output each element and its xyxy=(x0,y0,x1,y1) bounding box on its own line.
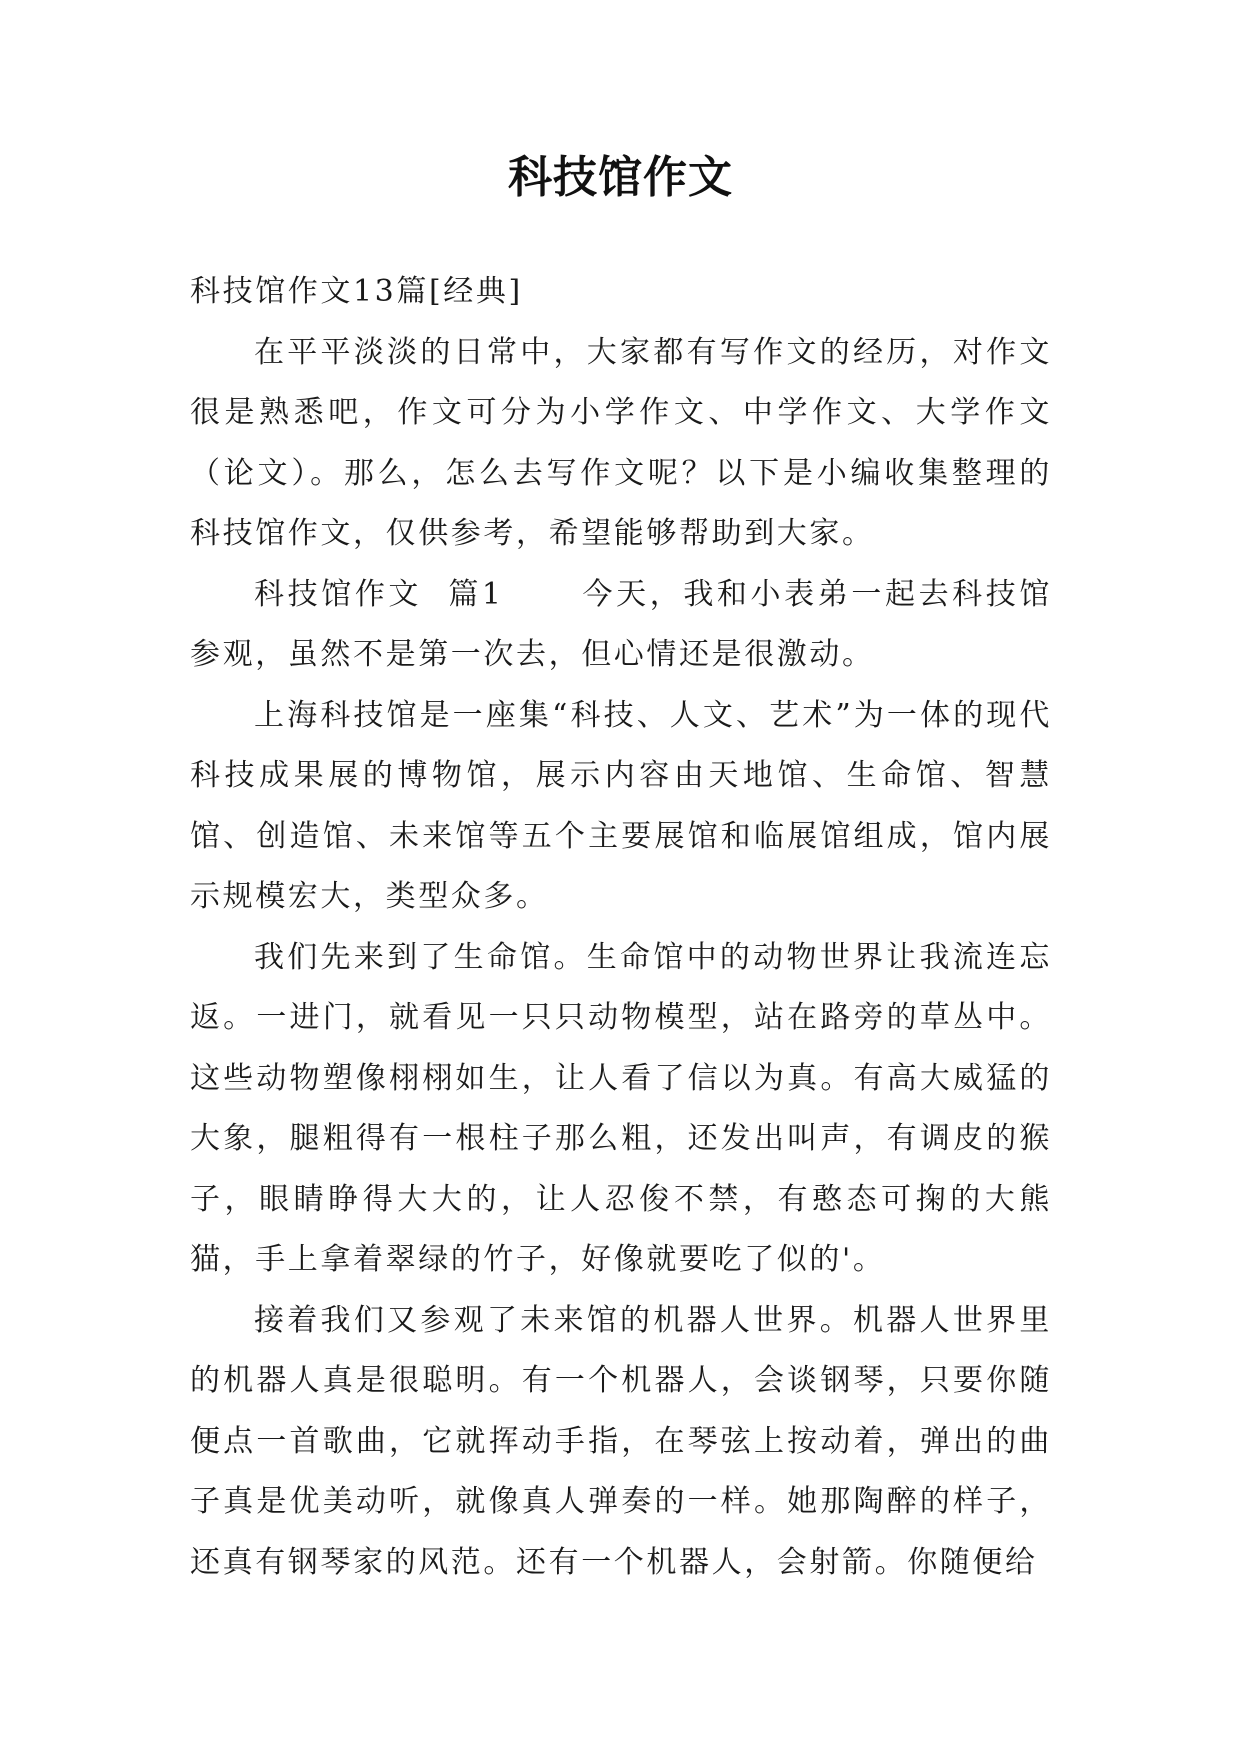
paragraph: 在平平淡淡的日常中，大家都有写作文的经历，对作文很是熟悉吧，作文可分为小学作文、中学作文、大学作文（论文）。那么，怎么去写作文呢？以下是小编收集整理的科技馆作文，仅供参考，希望能够帮助到大家。 xyxy=(190,334,1052,551)
paragraph: 上海科技馆是一座集“科技、人文、艺术”为一体的现代科技成果展的博物馆，展示内容由天地馆、生命馆、智慧馆、创造馆、未来馆等五个主要展馆和临展馆组成，馆内展示规模宏大，类型众多。 xyxy=(190,697,1052,914)
document-subtitle: 科技馆作文13篇[经典] xyxy=(190,274,523,309)
document-body xyxy=(190,262,1052,1593)
document-title: 科技馆作文 xyxy=(508,152,733,203)
paragraph: 接着我们又参观了未来馆的机器人世界。机器人世界里的机器人真是很聪明。有一个机器人，会谈钢琴，只要你随便点一首歌曲，它就挥动手指，在琴弦上按动着，弹出的曲子真是优美动听，就像真人弹奏的一样。她那陶醉的样子，还真有钢琴家的风范。还有一个机器人，会射箭。你随便给 xyxy=(190,1302,1052,1580)
paragraph: 科技馆作文 篇1 今天，我和小表弟一起去科技馆参观，虽然不是第一次去，但心情还是很激动。 xyxy=(190,576,1052,672)
paragraph: 我们先来到了生命馆。生命馆中的动物世界让我流连忘返。一进门，就看见一只只动物模型，站在路旁的草丛中。这些动物塑像栩栩如生，让人看了信以为真。有高大威猛的大象，腿粗得有一根柱子那么粗，还发出叫声，有调皮的猴子，眼睛睁得大大的，让人忍俊不禁，有憨态可掬的大熊猫，手上拿着翠绿的竹子，好像就要吃了似的'。 xyxy=(190,939,1052,1277)
